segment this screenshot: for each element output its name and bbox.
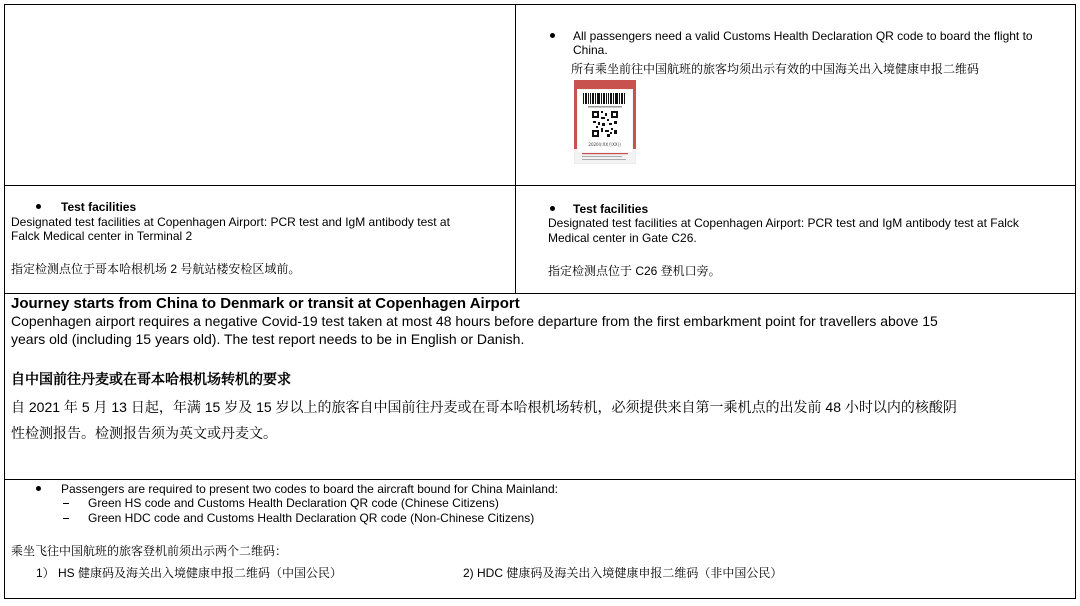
health-declaration-qr-card xyxy=(574,80,636,164)
hdc-code-item: Green HDC code and Customs Health Declaration QR code (Non-Chinese Citizens) xyxy=(88,511,535,525)
dash-icon xyxy=(63,503,69,504)
qr-card-date: 2020年XX月XX日 xyxy=(588,142,622,147)
two-codes-chinese-intro: 乘坐飞往中国航班的旅客登机前须出示两个二维码： xyxy=(11,544,288,558)
hs-code-item: Green HS code and Customs Health Declaration QR code (Chinese Citizens) xyxy=(88,496,499,510)
hs-code-chinese-item: 1） HS 健康码及海关出入境健康申报二维码（中国公民） xyxy=(36,566,343,580)
test-facilities-text-right: Designated test facilities at Copenhagen Airport: PCR test and IgM antibody test at Falck xyxy=(548,216,1019,230)
test-facilities-chinese-left: 指定检测点位于哥本哈根机场 2 号航站楼安检区域前。 xyxy=(11,262,301,276)
bullet-icon xyxy=(36,204,41,209)
test-facilities-heading-left: Test facilities xyxy=(61,200,137,214)
hdc-code-chinese-item: 2) HDC 健康码及海关出入境健康申报二维码（非中国公民） xyxy=(463,566,783,580)
qr-requirement-text: All passengers need a valid Customs Health Declaration QR code to board the flight to xyxy=(573,29,1033,43)
qr-requirement-chinese: 所有乘坐前往中国航班的旅客均须出示有效的中国海关出入境健康申报二维码 xyxy=(571,62,980,76)
two-codes-requirement: Passengers are required to present two codes to board the aircraft bound for China Mainland: xyxy=(61,482,558,496)
dash-icon xyxy=(63,518,69,519)
test-facilities-chinese-right: 指定检测点位于 C26 登机口旁。 xyxy=(548,264,721,278)
bullet-icon xyxy=(36,486,41,491)
test-facilities-text-left: Designated test facilities at Copenhagen Airport: PCR test and IgM antibody test at xyxy=(11,215,450,229)
journey-chinese-text-cont: 性检测报告。检测报告须为英文或丹麦文。 xyxy=(11,425,277,441)
top-left-cell xyxy=(4,4,516,186)
bullet-icon xyxy=(550,206,555,211)
test-facilities-text-right-cont: Medical center in Gate C26. xyxy=(548,231,697,245)
test-facilities-heading-right: Test facilities xyxy=(573,202,649,216)
journey-chinese-heading: 自中国前往丹麦或在哥本哈根机场转机的要求 xyxy=(11,371,291,387)
journey-text-cont: years old (including 15 years old). The test report needs to be in English or Danish. xyxy=(11,331,525,347)
bullet-icon xyxy=(550,33,555,38)
test-facilities-text-left-cont: Falck Medical center in Terminal 2 xyxy=(11,229,193,243)
journey-heading: Journey starts from China to Denmark or transit at Copenhagen Airport xyxy=(11,295,520,312)
journey-chinese-text: 自 2021 年 5 月 13 日起，年满 15 岁及 15 岁以上的旅客自中国前往丹麦或在哥本哈根机场转机，必须提供来自第一乘机点的出发前 48 小时以内的核酸阴 xyxy=(11,399,957,415)
qr-requirement-text-cont: China. xyxy=(573,43,608,57)
journey-text: Copenhagen airport requires a negative Covid-19 test taken at most 48 hours before departure from the first embarkment point for travellers above 15 xyxy=(11,313,938,329)
